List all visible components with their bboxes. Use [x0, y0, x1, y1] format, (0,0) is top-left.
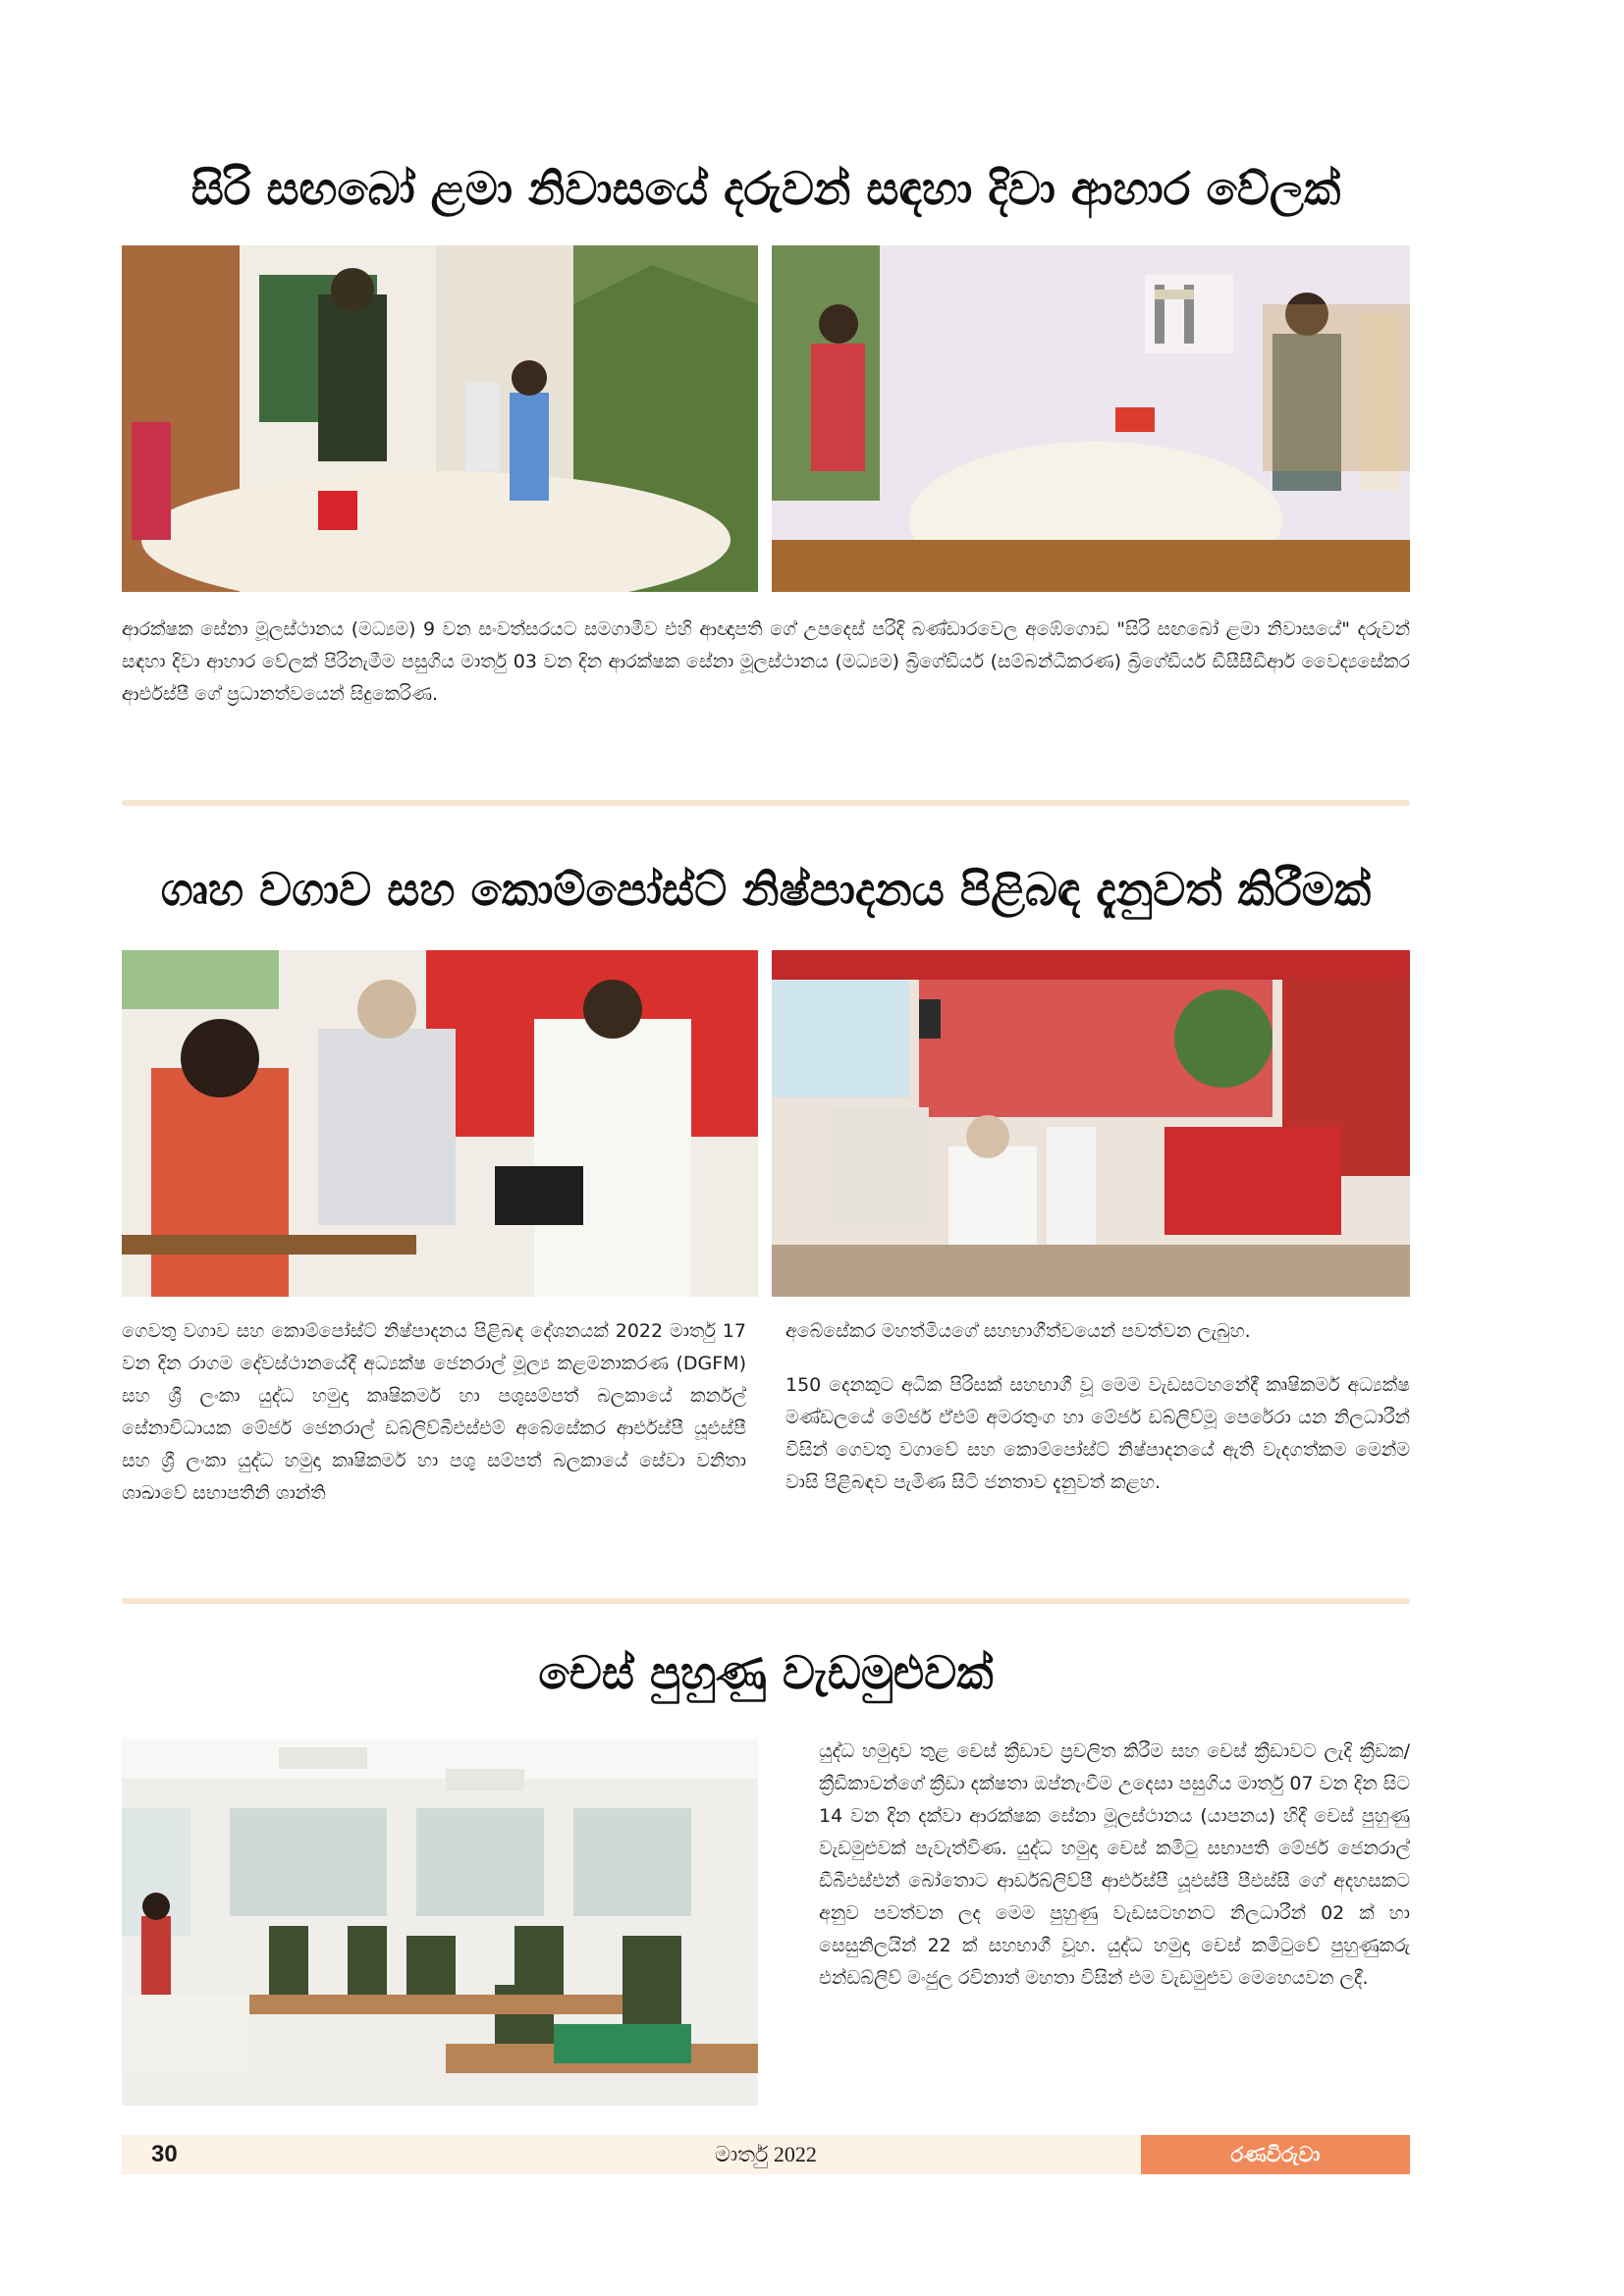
page-number: 30: [151, 2141, 178, 2167]
page-footer: [122, 2135, 1410, 2174]
section-divider-1: [122, 800, 1410, 806]
article3-body: යුද්ධ හමුදාව තුළ චෙස් ක්‍රීඩාව ප්‍රචලිත කිරීම සහ චෙස් ක්‍රීඩාවට ලැදි ක්‍රීඩක/ක්‍රීඩිකාවන්ගේ ක්‍රීඩා දක්ෂතා ඔප්නැංවීම උදෙසා පසුගිය මාර්තු 07 වන දින සිට 14 වන දින දක්වා ආරක්ෂක සේනා මූලස්ථානය (යාපනය) හිදී චෙස් පුහුණු වැඩමුළුවක් පැවැත්විණ. යුද්ධ හමුදා චෙස් කමිටු සභාපති මේජර් ජෙනරාල් ඩීබීඑස්එන් බෝතොට ආර්ඩබ්ලිව්පී ආර්එස්පී යූඑස්පී පීඑස්සී ගේ අදහසකට අනුව පවත්වන ලද මෙම පුහුණු වැඩසටහනට නිලධාරීන් 02 ක් හා සෙසුනිලයින් 22 ක් සහභාගී වූහ. යුද්ධ හමුදා චෙස් කමිටුවේ පුහුණුකරු එන්ඩබ්ලිව් මංජුල රවිනාත් මහතා විසින් එම වැඩමුළුව මෙහෙයවන ලදී.: [819, 1740, 1411, 1989]
article1-photo-right: [772, 245, 1410, 592]
article1-headline: සිරි සඟබෝ ළමා නිවාසයේ දරුවන් සඳහා දිවා ආහාර වේලක්: [190, 162, 1341, 215]
article1-photo-left: [122, 245, 758, 592]
article2-body-col2b: 150 දෙනකුට අධික පිරිසක් සහභාගී වූ මෙම වැඩසටහනේදී කෘෂිකර්ම අධ්‍යක්ෂ මණ්ඩලයේ මේජර් ඒඑම් අමරතුංග හා මේජර් ඩබ්ලිව්මූ පෙරේරා යන නිලධාරීන් විසින් ගෙවතු වගාවේ සහ කොම්පෝස්ට් නිෂ්පාදනයේ ඇති වැදගත්කම මෙන්ම වාසි පිළිබඳව පැමිණ සිටි ජනතාව දැනුවත් කළහ.: [785, 1374, 1410, 1493]
article1-body: ආරක්ෂක සේනා මූලස්ථානය (මධ්‍යම) 9 වන සංවත්සරයට සමගාමීව එහි ආඥාපති ගේ උපදෙස් පරිදි බණ්ඩාරවෙල අඹේගොඩ "සිරි සඟබෝ ළමා නිවාසයේ" දරුවන් සඳහා දිවා ආහාර වේලක් පිරිනැමීම පසුගිය මාර්තු 03 වන දින ආරක්ෂක සේනා මූලස්ථානය (මධ්‍යම) බ්‍රිගේඩියර් (සම්බන්ධීකරණ) බ්‍රිගේඩියර් ඩීසීසීඩීආර් වෛද්‍යසේකර ආර්එස්පී ගේ ප්‍රධානත්වයෙන් සිදුකෙරිණ.: [122, 618, 1410, 705]
article2-body-col2a: අබේසේකර මහත්මියගේ සහභාගීත්වයෙන් පවත්වන ලැබුහ.: [785, 1320, 1251, 1342]
section-divider-2: [122, 1598, 1410, 1604]
article2-headline: ගෘහ වගාව සහ කොම්පෝස්ට් නිෂ්පාදනය පිළිබඳ දැනුවත් කිරීමක්: [160, 863, 1372, 916]
article2-body-col1: ගෙවතු වගාව සහ කොම්පෝස්ට් නිෂ්පාදනය පිළිබඳ දේශනයක් 2022 මාර්තු 17 වන දින රාගම දේවස්ථානයේදී අධ්‍යක්ෂ ජෙනරාල් මූල්‍ය කළමනාකරණ (DGFM) සහ ශ්‍රී ලංකා යුද්ධ හමුදා කෘෂිකර්ම හා පශුසම්පත් බලකායේ කර්නල් සේනාවිධායක මේජර් ජෙනරාල් ඩබ්ලිව්බීඑස්එම් අබේසේකර ආර්එස්පී යූඑස්පී සහ ශ්‍රී ලංකා යුද්ධ හමුදා කෘෂිකර්ම හා පශු සම්පත් බලකායේ සේවා වනිතා ශාඛාවේ සභාපතිනි ශාන්ති: [122, 1320, 746, 1504]
article2-photo-left: [122, 950, 758, 1297]
article3-headline: චෙස් පුහුණු වැඩමුළුවක්: [538, 1646, 994, 1699]
article3-photo: [122, 1739, 758, 2106]
footer-date: මාර්තු 2022: [715, 2142, 817, 2166]
article2-photo-right: [772, 950, 1410, 1297]
magazine-brand: රණවිරුවා: [1141, 2135, 1410, 2174]
